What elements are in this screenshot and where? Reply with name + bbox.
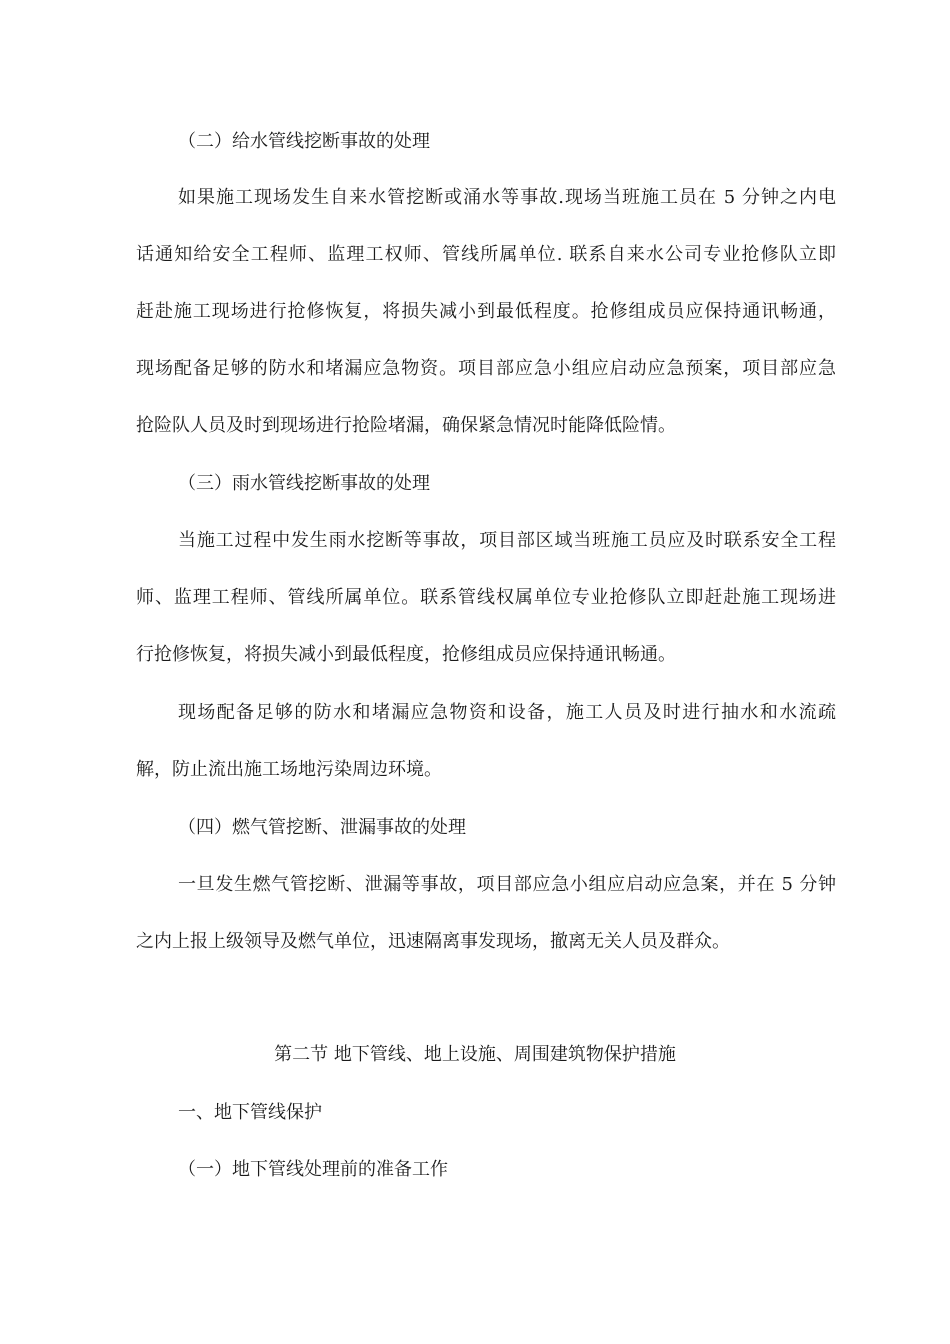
paragraph-line: 师、监理工程师、管线所属单位。联系管线权属单位专业抢修队立即赶赴施工现场进 <box>136 587 836 608</box>
heading-underground-pipeline: 一、地下管线保护 <box>178 1102 322 1123</box>
heading-gas-pipe: （四）燃气管挖断、泄漏事故的处理 <box>178 817 466 838</box>
heading-water-pipe: （二）给水管线挖断事故的处理 <box>178 131 430 152</box>
paragraph-line: 话通知给安全工程师、监理工权师、管线所属单位. 联系自来水公司专业抢修队立即 <box>136 244 836 265</box>
paragraph-line: 之内上报上级领导及燃气单位，迅速隔离事发现场，撤离无关人员及群众。 <box>136 931 730 952</box>
heading-rain-pipe: （三）雨水管线挖断事故的处理 <box>178 473 430 494</box>
paragraph-line: 现场配备足够的防水和堵漏应急物资。项目部应急小组应启动应急预案，项目部应急 <box>136 358 836 379</box>
paragraph-line: 行抢修恢复，将损失减小到最低程度，抢修组成员应保持通讯畅通。 <box>136 644 676 665</box>
section-title: 第二节 地下管线、地上设施、周围建筑物保护措施 <box>274 1044 676 1065</box>
paragraph-line: 赶赴施工现场进行抢修恢复，将损失减小到最低程度。抢修组成员应保持通讯畅通， <box>136 301 836 322</box>
heading-preparation-work: （一）地下管线处理前的准备工作 <box>178 1159 448 1180</box>
paragraph-line: 解，防止流出施工场地污染周边环境。 <box>136 759 442 780</box>
paragraph-line: 当施工过程中发生雨水挖断等事故，项目部区域当班施工员应及时联系安全工程 <box>178 530 836 551</box>
paragraph-line: 如果施工现场发生自来水管挖断或涌水等事故.现场当班施工员在 5 分钟之内电 <box>178 187 836 208</box>
paragraph-line: 一旦发生燃气管挖断、泄漏等事故，项目部应急小组应启动应急案，并在 5 分钟 <box>178 874 836 895</box>
paragraph-line: 现场配备足够的防水和堵漏应急物资和设备，施工人员及时进行抽水和水流疏 <box>178 702 836 723</box>
paragraph-line: 抢险队人员及时到现场进行抢险堵漏，确保紧急情况时能降低险情。 <box>136 415 676 436</box>
